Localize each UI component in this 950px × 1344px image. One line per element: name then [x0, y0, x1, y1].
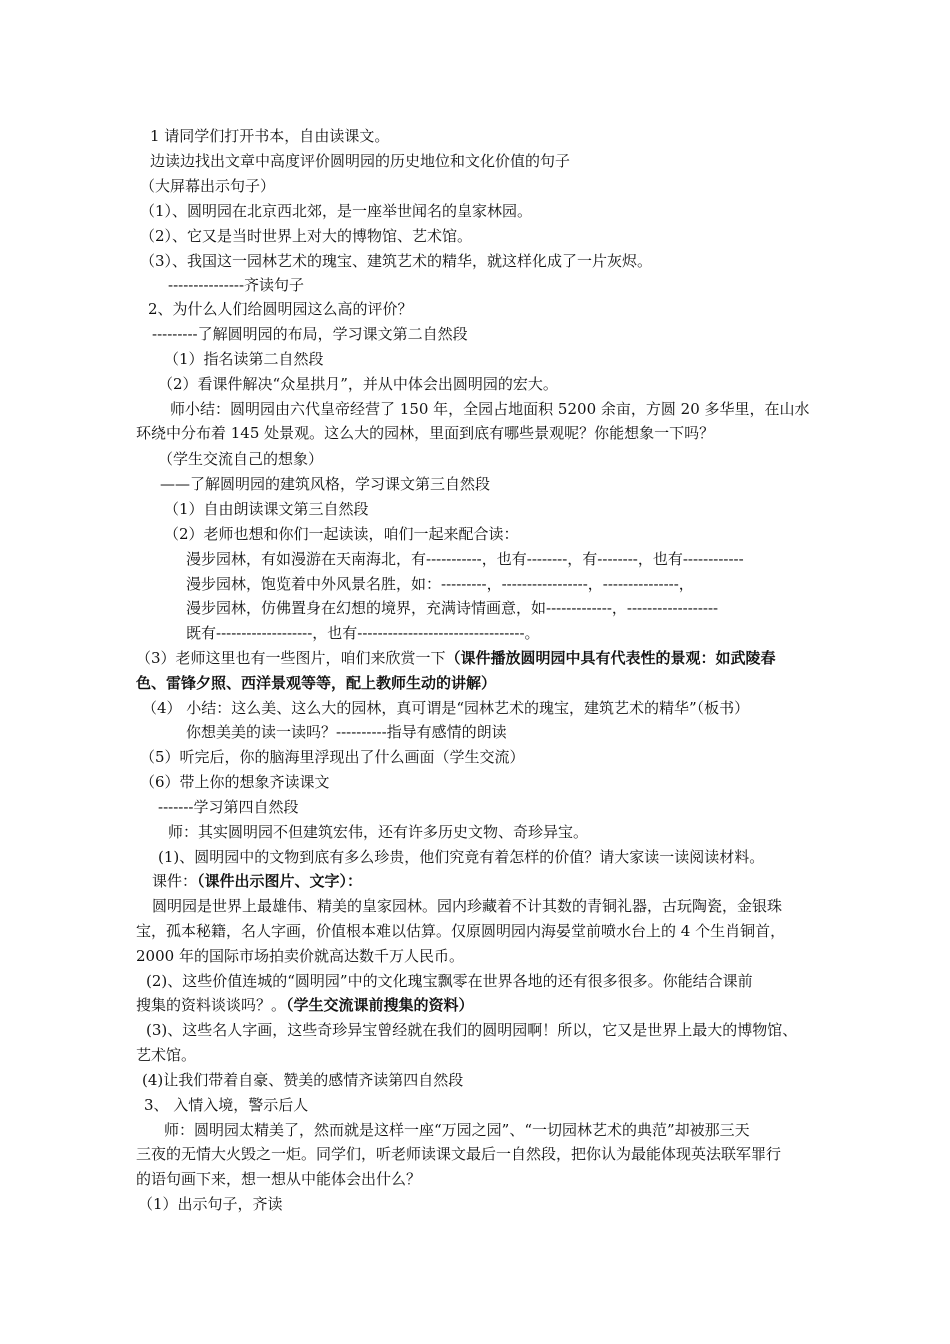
text-line: 3、 入情入境，警示后人	[144, 1096, 309, 1114]
text-line: （6）带上你的想象齐读课文	[140, 773, 330, 791]
text-line: （1）出示句子，齐读	[138, 1195, 283, 1213]
text-line	[152, 870, 362, 892]
text-line: (2)、这些价值连城的“圆明园”中的文化瑰宝飘零在世界各地的还有很多很多。你能结合课前	[146, 972, 753, 990]
text-line: 边读边找出文章中高度评价圆明园的历史地位和文化价值的句子	[150, 152, 571, 170]
text-line: （4） 小结：这么美、这么大的园林，真可谓是“园林艺术的瑰宝，建筑艺术的精华”（板书）	[142, 699, 750, 717]
text-line: 2、为什么人们给圆明园这么高的评价？	[148, 300, 413, 318]
text-line	[136, 672, 496, 694]
text-line: （2）、它又是当时世界上对大的博物馆、艺术馆。	[140, 227, 473, 245]
text-line: 既有-------------------，也有---------------------------------。	[186, 624, 540, 642]
text-line: 三夜的无情大火毁之一炬。同学们，听老师读课文最后一自然段，把你认为最能体现英法联军罪行	[136, 1145, 782, 1163]
text-line: 漫步园林，仿佛置身在幻想的境界，充满诗情画意，如-------------，------------------	[186, 599, 719, 617]
text-line: 圆明园是世界上最雄伟、精美的皇家园林。园内珍藏着不计其数的青铜礼器，古玩陶瓷，金银珠	[152, 897, 783, 915]
text-line: ---------------齐读句子	[168, 276, 305, 294]
text-line: (4)让我们带着自豪、赞美的感情齐读第四自然段	[142, 1071, 464, 1089]
text-line: （5）听完后，你的脑海里浮现出了什么画面（学生交流）	[140, 748, 525, 766]
text-line: (1)、圆明园中的文物到底有多么珍贵，他们究竟有着怎样的价值？请大家读一读阅读材料。	[158, 848, 765, 866]
text-line: （学生交流自己的想象）	[158, 450, 324, 468]
text-line: 漫步园林，饱览着中外风景名胜，如：---------，-----------------，---------------，	[186, 575, 694, 593]
text-line	[136, 994, 474, 1016]
text-line: ---------了解圆明园的布局，学习课文第二自然段	[152, 325, 468, 343]
text-span: 课件：	[152, 872, 198, 890]
text-line: 的语句画下来，想一想从中能体会出什么？	[136, 1170, 422, 1188]
text-line	[136, 647, 776, 669]
text-line: 环绕中分布着 145 处景观。这么大的园林，里面到底有哪些景观呢？你能想象一下吗？	[136, 424, 715, 442]
text-line: 师小结：圆明园由六代皇帝经营了 150 年，全园占地面积 5200 余亩，方圆 20 多华里，在山水	[170, 400, 810, 418]
text-line: (3)、这些名人字画，这些奇珍异宝曾经就在我们的圆明园啊！所以，它又是世界上最大的博物馆、	[146, 1021, 798, 1039]
text-line: （1）、圆明园在北京西北郊，是一座举世闻名的皇家林园。	[140, 202, 533, 220]
text-line: （2）看课件解决“众星拱月”，并从中体会出圆明园的宏大。	[158, 375, 558, 393]
text-span: （3）老师这里也有一些图片，咱们来欣赏一下	[136, 649, 446, 667]
text-line: （大屏幕出示句子）	[140, 177, 276, 195]
text-line: （2）老师也想和你们一起读读，咱们一起来配合读：	[164, 525, 519, 543]
text-line: 师：圆明园太精美了，然而就是这样一座“万园之园”、“一切园林艺术的典范”却被那三天	[164, 1121, 750, 1139]
text-line: 你想美美的读一读吗？----------指导有感情的朗读	[186, 723, 507, 741]
text-span: 搜集的资料谈谈吗？。	[136, 996, 287, 1014]
bold-text-span: （课件播放圆明园中具有代表性的景观：如武陵春	[445, 649, 776, 667]
text-line: 漫步园林，有如漫游在天南海北，有-----------，也有--------，有--------，也有------------	[186, 550, 744, 568]
text-line: （1）指名读第二自然段	[164, 350, 324, 368]
text-line: -------学习第四自然段	[158, 798, 299, 816]
text-line: （3）、我国这一园林艺术的瑰宝、建筑艺术的精华，就这样化成了一片灰烬。	[140, 252, 653, 270]
text-line: （1）自由朗读课文第三自然段	[164, 500, 369, 518]
bold-text-span: 色、雷锋夕照、西洋景观等等，配上教师生动的讲解）	[136, 674, 497, 692]
bold-text-span: （课件出示图片、文字）：	[197, 872, 363, 890]
text-line: 2000 年的国际市场拍卖价就高达数千万人民币。	[136, 947, 464, 965]
text-line: ——了解圆明园的建筑风格，学习课文第三自然段	[160, 475, 491, 493]
text-line: 师：其实圆明园不但建筑宏伟，还有许多历史文物、奇珍异宝。	[168, 823, 589, 841]
text-line: 宝，孤本秘籍，名人字画，价值根本难以估算。仅原圆明园内海晏堂前喷水台上的 4 个生肖铜首，	[136, 922, 786, 940]
text-line: 艺术馆。	[136, 1046, 197, 1064]
text-line: 1 请同学们打开书本，自由读课文。	[150, 127, 390, 145]
bold-text-span: （学生交流课前搜集的资料）	[286, 996, 474, 1014]
